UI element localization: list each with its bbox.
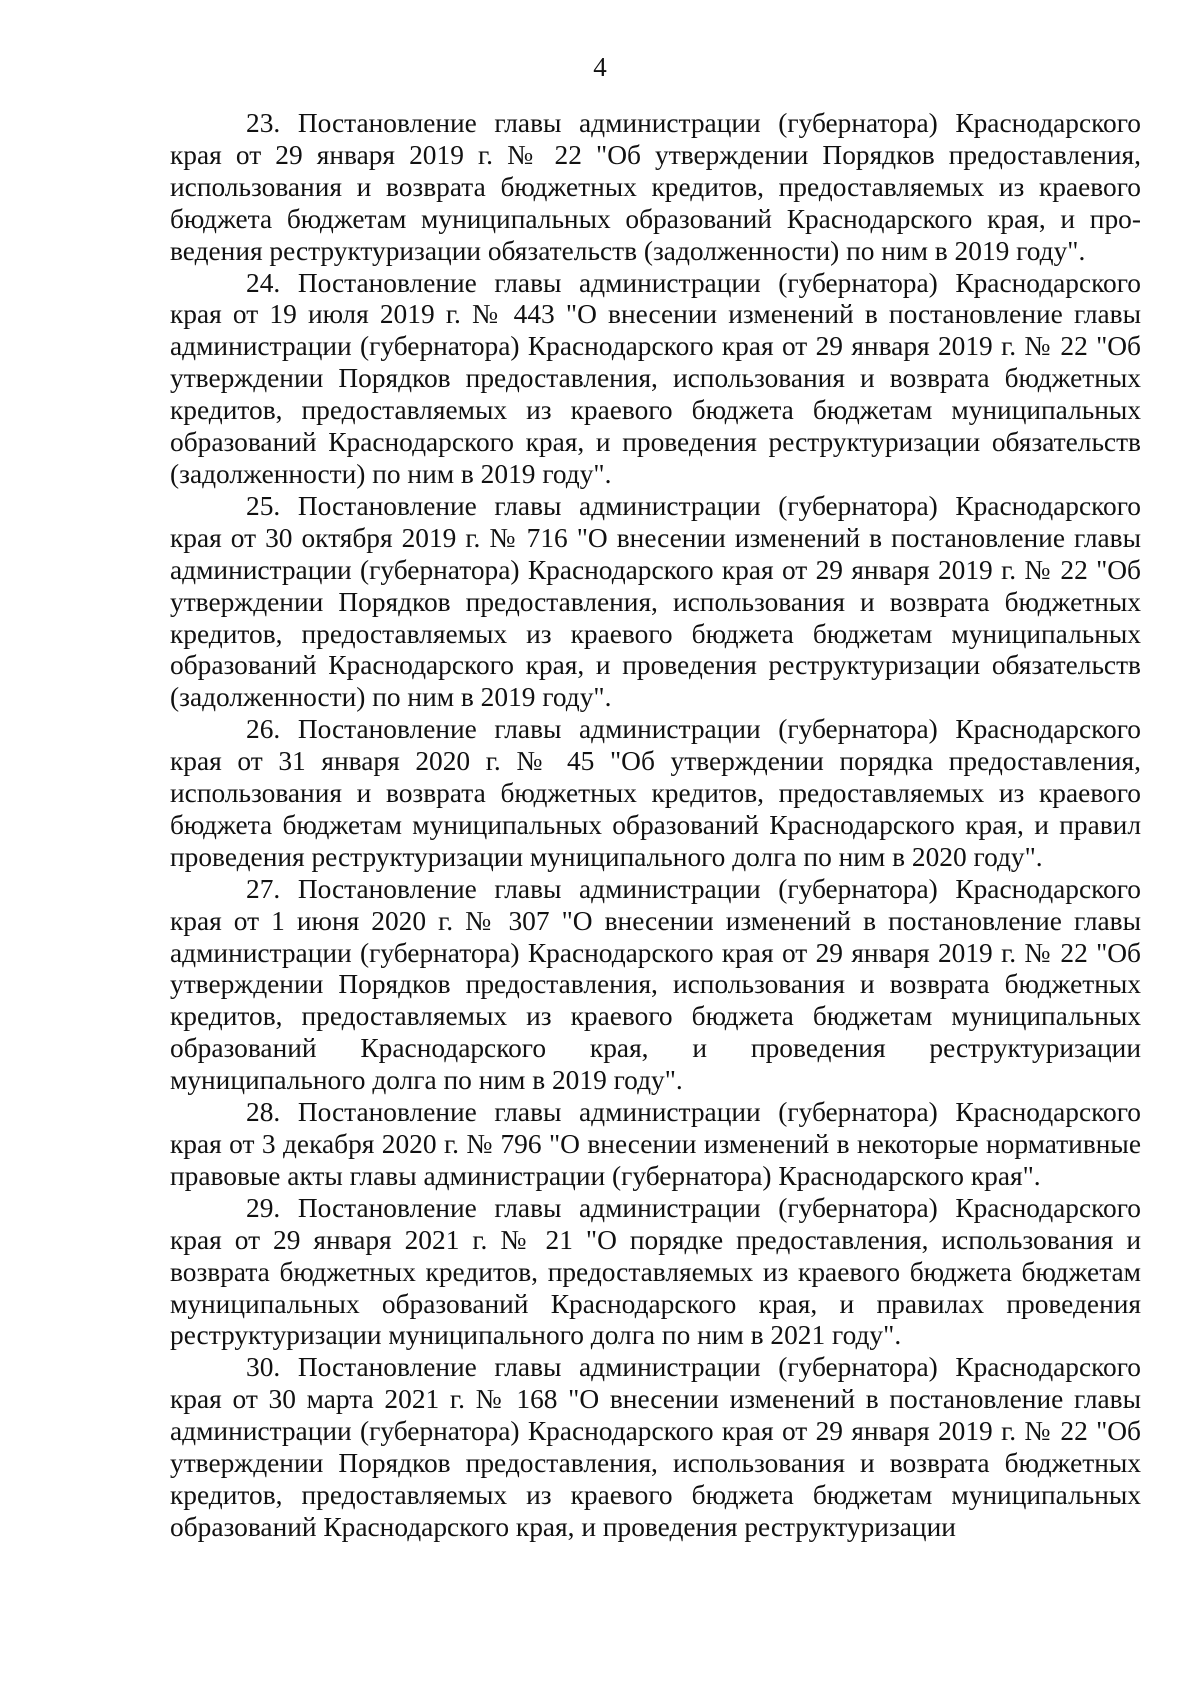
list-item-25: 25. Постановление главы администрации (губернатора) Краснодарского края от 30 октября 2019 г. № 716 "О внесении изменений в постановление главы администрации (губернатора) Краснодарского края от 29 января 2019 г. № 22 "Об утверждении Порядков предоставления, использования и возврата бюджетных кредитов, предоставляемых из краевого бюджета бюджетам муниципальных образований Краснодарского края, и проведения реструктуризации обязательств (задолженности) по ним в 2019 году".: [170, 490, 1141, 713]
list-item-24: 24. Постановление главы администрации (губернатора) Краснодарского края от 19 июля 2019 г. № 443 "О внесении изменений в постановление главы администрации (губернатора) Краснодарского края от 29 января 2019 г. № 22 "Об утверждении Порядков предоставления, использования и возврата бюджетных кредитов, предоставляемых из краевого бюджета бюджетам муниципальных образований Краснодарского края, и проведения реструктуризации обязательств (задолженности) по ним в 2019 году".: [170, 267, 1141, 489]
list-item-27: 27. Постановление главы администрации (губернатора) Краснодарского края от 1 июня 2020 г. № 307 "О внесении изменений в постановление главы администрации (губернатора) Краснодарского края от 29 января 2019 г. № 22 "Об утверждении Порядков предоставления, использования и возврата бюджетных кредитов, предоставляемых из краевого бюджета бюджетам муниципальных образований Краснодарского края, и проведения реструктуризации муниципального долга по ним в 2019 году".: [170, 873, 1141, 1096]
list-item-26: 26. Постановление главы администрации (губернатора) Краснодарского края от 31 января 2020 г. № 45 "Об утверждении порядка предоставления, использования и возврата бюджетных кредитов, предоставляемых из краевого бюджета бюджетам муниципальных образований Краснодарского края, и правил проведения реструктуризации муниципального долга по ним в 2020 году".: [170, 714, 1141, 872]
list-item-28: 28. Постановление главы администрации (губернатора) Краснодарского края от 3 декабря 2020 г. № 796 "О внесении изменений в некоторые нормативные правовые акты главы администрации (губернатора) Краснодарского края".: [170, 1097, 1141, 1191]
page-number: 4: [593, 52, 607, 82]
list-item-29: 29. Постановление главы администрации (губернатора) Краснодарского края от 29 января 2021 г. № 21 "О порядке предоставления, использования и возврата бюджетных кредитов, предоставляемых из краевого бюджета бюджетам муниципальных образований Краснодарского края, и правилах проведения реструктуризации муниципального долга по ним в 2021 году".: [170, 1192, 1141, 1351]
document-body: [170, 108, 1141, 1544]
list-item-23: 23. Постановление главы администрации (губернатора) Краснодарского края от 29 января 2019 г. № 22 "Об утверждении Порядков предоставления, использования и возврата бюджетных кредитов, предоставляемых из краевого бюджета бюджетам муниципальных образований Краснодарского края, и проведения реструктуризации обязательств (задолженности) по ним в 2019 году".: [170, 108, 1141, 266]
list-item-30: 30. Постановление главы администрации (губернатора) Краснодарского края от 30 марта 2021 г. № 168 "О внесении изменений в постановление главы администрации (губернатора) Краснодарского края от 29 января 2019 г. № 22 "Об утверждении Порядков предоставления, использования и возврата бюджетных кредитов, предоставляемых из краевого бюджета бюджетам муниципальных образований Краснодарского края, и проведения реструктуризации: [170, 1352, 1141, 1542]
